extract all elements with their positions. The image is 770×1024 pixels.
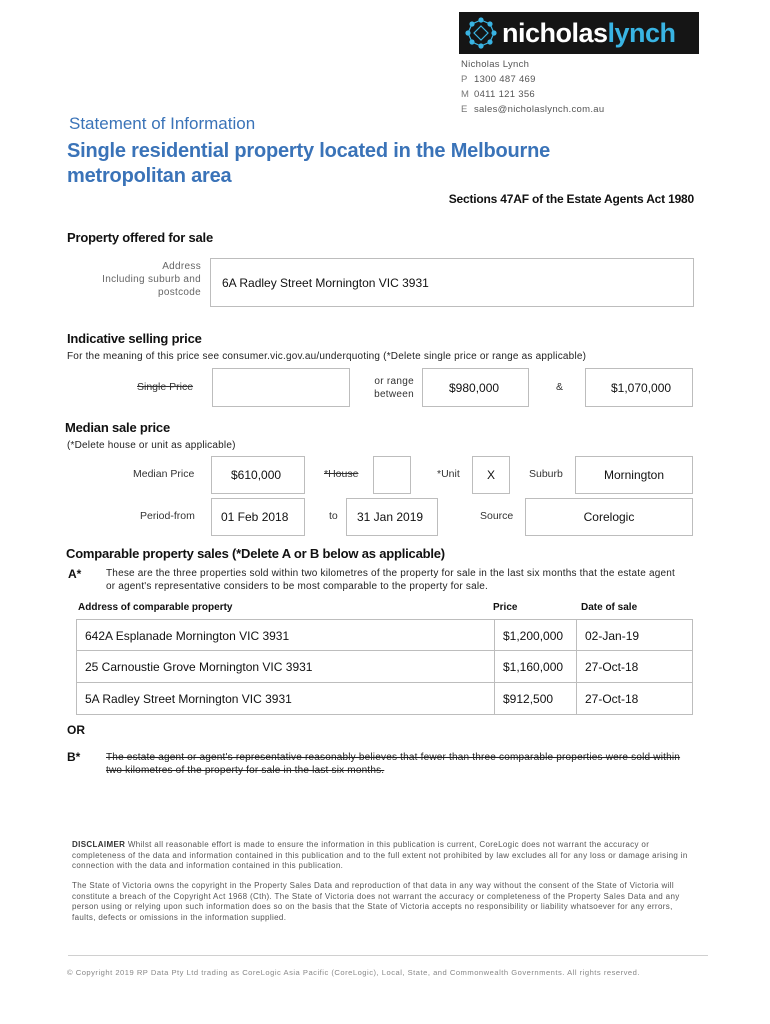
col-price-header: Price bbox=[493, 602, 518, 613]
brand-logo bbox=[459, 12, 699, 54]
row-price-cell[interactable]: $912,500 bbox=[494, 682, 577, 715]
email-value[interactable]: sales@nicholaslynch.com.au bbox=[474, 104, 605, 115]
row-date-cell[interactable]: 27-Oct-18 bbox=[576, 650, 693, 683]
phone-value[interactable]: 1300 487 469 bbox=[474, 74, 536, 85]
indicative-note: For the meaning of this price see consumer.vic.gov.au/underquoting (*Delete single price or range as applicable) bbox=[67, 351, 587, 362]
single-price-field[interactable] bbox=[212, 368, 350, 407]
email-key: E bbox=[461, 104, 468, 115]
star-wreath-icon bbox=[463, 15, 499, 51]
option-b-text: The estate agent or agent's representative reasonably believes that fewer than three comparable properties were sold within two kilometres of the property for sale in the last six months. bbox=[106, 752, 681, 776]
table-row bbox=[76, 682, 693, 715]
disclaimer-text-1: Whilst all reasonable effort is made to ensure the information in this publication is current, CoreLogic does not warrant the accuracy or completeness of the data and information contained in this publication and to the full extent not prohibited by law excludes all for any loss or damage arising in connection with the data and information contained in this publication. bbox=[72, 840, 688, 870]
source-label: Source bbox=[480, 510, 514, 522]
range-label-line-2: between bbox=[374, 389, 414, 400]
source-field[interactable]: Corelogic bbox=[525, 498, 693, 536]
logo-word-1: nicholas bbox=[502, 18, 608, 48]
row-address-cell[interactable]: 5A Radley Street Mornington VIC 3931 bbox=[76, 682, 495, 715]
address-label-line-1: Address bbox=[162, 261, 201, 272]
table-row bbox=[76, 619, 693, 652]
agent-contact bbox=[461, 57, 604, 117]
row-date-cell[interactable]: 02-Jan-19 bbox=[576, 619, 693, 652]
act-reference: Sections 47AF of the Estate Agents Act 1980 bbox=[448, 192, 694, 206]
mobile-key: M bbox=[461, 89, 470, 100]
range-label bbox=[355, 375, 414, 401]
or-separator: OR bbox=[67, 723, 85, 737]
disclaimer-paragraph-2: The State of Victoria owns the copyright in the Property Sales Data and reproduction of that data in any way without the consent of the State of Victoria will constitute a breach of the Copyright Act 1968 (Cth). The State of Victoria does not warrant the accuracy or completeness of the Property Sales Data and any person using or relying upon such information does so on the basis that the State of Victoria accepts no responsibility or liability whatsoever for any errors, faults, defects or omissions in the information supplied. bbox=[72, 881, 680, 922]
range-label-line-1: or range bbox=[374, 376, 414, 387]
range-low-field[interactable]: $980,000 bbox=[422, 368, 529, 407]
address-label bbox=[80, 260, 201, 299]
address-field[interactable]: 6A Radley Street Mornington VIC 3931 bbox=[210, 258, 694, 307]
mobile-value[interactable]: 0411 121 356 bbox=[474, 89, 536, 100]
logo-wordmark bbox=[502, 12, 676, 54]
single-price-label: Single Price bbox=[137, 381, 194, 393]
suburb-field[interactable]: Mornington bbox=[575, 456, 693, 494]
row-address-cell[interactable]: 25 Carnoustie Grove Mornington VIC 3931 bbox=[76, 650, 495, 683]
range-high-field[interactable]: $1,070,000 bbox=[585, 368, 693, 407]
comparables-heading: Comparable property sales (*Delete A or B below as applicable) bbox=[66, 546, 445, 561]
median-heading: Median sale price bbox=[65, 420, 170, 435]
copyright-notice: © Copyright 2019 RP Data Pty Ltd trading as CoreLogic Asia Pacific (CoreLogic), Local, State, and Commonwealth Governments. All rights reserved. bbox=[67, 968, 640, 977]
logo-word-2: lynch bbox=[607, 18, 676, 48]
row-price-cell[interactable]: $1,160,000 bbox=[494, 650, 577, 683]
mobile-line bbox=[461, 87, 604, 102]
range-ampersand: & bbox=[556, 381, 564, 393]
period-to-label: to bbox=[329, 510, 338, 522]
row-date-cell[interactable]: 27-Oct-18 bbox=[576, 682, 693, 715]
row-price-cell[interactable]: $1,200,000 bbox=[494, 619, 577, 652]
address-label-line-3: postcode bbox=[158, 287, 201, 298]
option-a-text: These are the three properties sold within two kilometres of the property for sale in the last six months that the estate agent or agent's representative considers to be most comparable to the property for sale. bbox=[106, 568, 676, 592]
period-from-field[interactable]: 01 Feb 2018 bbox=[211, 498, 305, 536]
col-date-header: Date of sale bbox=[581, 602, 638, 613]
footer-divider bbox=[68, 955, 708, 956]
median-note: (*Delete house or unit as applicable) bbox=[67, 440, 236, 451]
statement-heading: Statement of Information bbox=[69, 114, 256, 133]
agent-name: Nicholas Lynch bbox=[461, 59, 530, 70]
disclaimer-label: DISCLAIMER bbox=[72, 840, 126, 849]
unit-label: *Unit bbox=[437, 468, 460, 480]
option-a-marker: A* bbox=[68, 567, 82, 581]
page-title: Single residential property located in the Melbourne metropolitan area bbox=[67, 140, 551, 187]
suburb-label: Suburb bbox=[529, 468, 563, 480]
table-row bbox=[76, 650, 693, 683]
phone-line bbox=[461, 72, 604, 87]
option-b-marker: B* bbox=[67, 750, 81, 764]
property-heading: Property offered for sale bbox=[67, 230, 213, 245]
col-address-header: Address of comparable property bbox=[78, 602, 233, 613]
address-label-line-2: Including suburb and bbox=[102, 274, 201, 285]
period-to-field[interactable]: 31 Jan 2019 bbox=[346, 498, 438, 536]
house-field[interactable] bbox=[373, 456, 411, 494]
indicative-heading: Indicative selling price bbox=[67, 331, 202, 346]
row-address-cell[interactable]: 642A Esplanade Mornington VIC 3931 bbox=[76, 619, 495, 652]
unit-field[interactable]: X bbox=[472, 456, 510, 494]
phone-key: P bbox=[461, 74, 468, 85]
disclaimer-paragraph-1 bbox=[72, 840, 688, 872]
house-label: *House bbox=[324, 468, 359, 480]
median-price-field[interactable]: $610,000 bbox=[211, 456, 305, 494]
email-line bbox=[461, 102, 604, 117]
period-from-label: Period-from bbox=[140, 510, 195, 522]
median-price-label: Median Price bbox=[133, 468, 195, 480]
